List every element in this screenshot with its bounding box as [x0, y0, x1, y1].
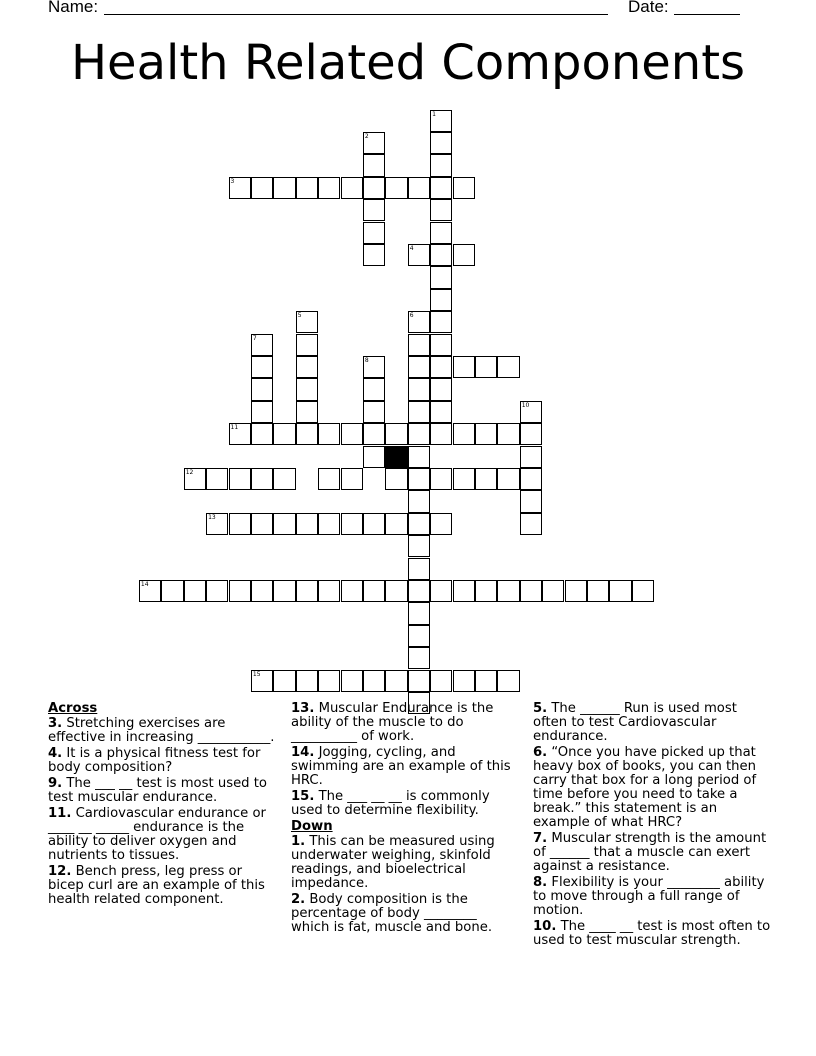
crossword-cell[interactable] — [363, 132, 385, 154]
down-heading: Down — [291, 819, 333, 834]
crossword-cell[interactable] — [385, 580, 407, 602]
clues-column-2 — [291, 702, 519, 937]
crossword-cell[interactable] — [273, 468, 295, 490]
clue-number: 13 — [208, 513, 216, 521]
crossword-cell[interactable] — [363, 177, 385, 199]
crossword-cell[interactable] — [385, 177, 407, 199]
clue-number: 12 — [185, 468, 194, 476]
crossword-cell[interactable] — [430, 513, 452, 535]
clue-down-2: 2. Body composition is the percentage of body ________ which is fat, muscle and bone. — [291, 892, 493, 935]
crossword-cell[interactable] — [430, 222, 452, 244]
crossword-cell[interactable] — [430, 378, 452, 400]
crossword-cell[interactable] — [408, 401, 430, 423]
crossword-cell[interactable] — [609, 580, 631, 602]
crossword-cell[interactable] — [453, 580, 475, 602]
clue-number: 5 — [297, 312, 302, 320]
crossword-cell[interactable] — [229, 513, 251, 535]
crossword-cell[interactable] — [520, 446, 542, 468]
crossword-cell[interactable] — [475, 468, 497, 490]
crossword-cell[interactable] — [430, 311, 452, 333]
crossword-cell[interactable] — [363, 670, 385, 692]
crossword-cell[interactable] — [318, 423, 340, 445]
crossword-cell[interactable] — [273, 580, 295, 602]
crossword-cell[interactable] — [408, 625, 430, 647]
crossword-cell[interactable] — [430, 154, 452, 176]
crossword-cell[interactable] — [497, 580, 519, 602]
crossword-cell[interactable] — [430, 244, 452, 266]
clue-down-8: 8. Flexibility is your ________ ability to move through a full range of motion. — [533, 875, 765, 918]
crossword-cell[interactable] — [520, 468, 542, 490]
crossword-cell[interactable] — [408, 311, 430, 333]
crossword-cell[interactable] — [273, 670, 295, 692]
clue-across-9: 9. The ___ __ test is most used to test muscular endurance. — [48, 776, 267, 805]
crossword-cell[interactable] — [408, 513, 430, 535]
crossword-cell[interactable] — [385, 513, 407, 535]
crossword-cell[interactable] — [408, 558, 430, 580]
crossword-cell[interactable] — [430, 132, 452, 154]
crossword-cell[interactable] — [363, 423, 385, 445]
crossword-cell[interactable] — [341, 177, 363, 199]
crossword-cell[interactable] — [363, 244, 385, 266]
crossword-cell[interactable] — [296, 423, 318, 445]
crossword-cell[interactable] — [296, 670, 318, 692]
crossword-cell[interactable] — [296, 356, 318, 378]
crossword-cell[interactable] — [363, 580, 385, 602]
crossword-cell[interactable] — [251, 356, 273, 378]
crossword-cell[interactable] — [385, 670, 407, 692]
crossword-cell[interactable] — [296, 401, 318, 423]
crossword-cell[interactable] — [475, 580, 497, 602]
crossword-cell[interactable] — [251, 580, 273, 602]
crossword-cell[interactable] — [453, 468, 475, 490]
crossword-cell[interactable] — [161, 580, 183, 602]
crossword-cell[interactable] — [251, 177, 273, 199]
crossword-cell[interactable] — [430, 423, 452, 445]
crossword-cell[interactable] — [520, 580, 542, 602]
crossword-cell[interactable] — [363, 378, 385, 400]
crossword-cell[interactable] — [318, 177, 340, 199]
clue-down-6: 6. “Once you have picked up that heavy box of books, you can then carry that box for a long period of time before you need to take a break.” this statement is an example of what HRC? — [533, 745, 757, 830]
clue-number: 14 — [140, 580, 149, 588]
crossword-cell[interactable] — [273, 513, 295, 535]
clue-number: 7 — [252, 334, 257, 342]
clue-down-10: 10. The ____ __ test is most often to used to test muscular strength. — [533, 919, 771, 948]
crossword-cell[interactable] — [520, 423, 542, 445]
crossword-cell[interactable] — [251, 423, 273, 445]
crossword-cell[interactable] — [475, 670, 497, 692]
crossword-cell[interactable] — [139, 580, 161, 602]
clue-across-13: 13. Muscular Endurance is the ability of the muscle to do __________ of work. — [291, 701, 494, 744]
crossword-cell[interactable] — [520, 401, 542, 423]
crossword-cell[interactable] — [363, 356, 385, 378]
clue-number: 1 — [432, 110, 436, 118]
crossword-cell[interactable] — [430, 289, 452, 311]
crossword-cell[interactable] — [408, 378, 430, 400]
crossword-cell[interactable] — [296, 378, 318, 400]
crossword-cell[interactable] — [363, 222, 385, 244]
crossword-cell[interactable] — [318, 468, 340, 490]
crossword-cell[interactable] — [475, 356, 497, 378]
crossword-cell[interactable] — [430, 401, 452, 423]
crossword-cell[interactable] — [229, 423, 251, 445]
crossword-cell[interactable] — [408, 423, 430, 445]
crossword-cell[interactable] — [408, 177, 430, 199]
page-title: Health Related Components — [70, 35, 746, 91]
across-heading: Across — [48, 701, 98, 716]
crossword-cell[interactable] — [475, 423, 497, 445]
clue-across-4: 4. It is a physical fitness test for body composition? — [48, 746, 261, 775]
name-label: Name: — [48, 0, 99, 16]
crossword-cell[interactable] — [408, 535, 430, 557]
crossword-cell[interactable] — [206, 513, 228, 535]
clue-number: 10 — [521, 401, 530, 409]
crossword-cell[interactable] — [565, 580, 587, 602]
crossword-cell[interactable] — [296, 334, 318, 356]
crossword-cell[interactable] — [251, 513, 273, 535]
crossword-cell[interactable] — [542, 580, 564, 602]
crossword-cell[interactable] — [318, 580, 340, 602]
crossword-cell[interactable] — [296, 177, 318, 199]
clue-number: 11 — [230, 424, 239, 432]
crossword-cell[interactable] — [587, 580, 609, 602]
crossword-cell[interactable] — [251, 468, 273, 490]
crossword-cell[interactable] — [184, 580, 206, 602]
crossword-cell[interactable] — [273, 177, 295, 199]
crossword-cell[interactable] — [251, 334, 273, 356]
clue-number: 15 — [252, 670, 261, 678]
crossword-cell[interactable] — [408, 244, 430, 266]
crossword-cell[interactable] — [497, 356, 519, 378]
crossword-cell[interactable] — [385, 468, 407, 490]
crossword-cell[interactable] — [296, 513, 318, 535]
clues-column-1 — [48, 702, 276, 909]
crossword-cell[interactable] — [430, 110, 452, 132]
crossword-cell[interactable] — [430, 266, 452, 288]
crossword-cell[interactable] — [408, 356, 430, 378]
crossword-cell[interactable] — [430, 670, 452, 692]
crossword-cell[interactable] — [632, 580, 654, 602]
crossword-cell[interactable] — [453, 356, 475, 378]
crossword-cell[interactable] — [385, 423, 407, 445]
crossword-cell[interactable] — [341, 468, 363, 490]
crossword-cell[interactable] — [408, 647, 430, 669]
clue-across-12: 12. Bench press, leg press or bicep curl are an example of this health related component. — [48, 864, 265, 907]
crossword-cell[interactable] — [363, 199, 385, 221]
crossword-cell[interactable] — [206, 580, 228, 602]
crossword-cell[interactable] — [229, 468, 251, 490]
clue-down-5: 5. The ______ Run is used most often to test Cardiovascular endurance. — [533, 701, 737, 744]
clue-number: 6 — [409, 312, 414, 320]
clue-number: 3 — [230, 177, 235, 185]
crossword-cell[interactable] — [453, 670, 475, 692]
crossword-cell[interactable] — [363, 446, 385, 468]
crossword-cell[interactable] — [408, 334, 430, 356]
crossword-cell[interactable] — [430, 468, 452, 490]
crossword-cell[interactable] — [453, 177, 475, 199]
crossword-cell[interactable] — [453, 423, 475, 445]
crossword-cell[interactable] — [430, 177, 452, 199]
crossword-cell[interactable] — [408, 468, 430, 490]
crossword-cell[interactable] — [408, 446, 430, 468]
crossword-cell[interactable] — [206, 468, 228, 490]
date-label: Date: — [628, 0, 669, 16]
crossword-cell[interactable] — [408, 490, 430, 512]
crossword-cell[interactable] — [408, 602, 430, 624]
clue-across-3: 3. Stretching exercises are effective in increasing ___________. — [48, 716, 275, 745]
clue-across-14: 14. Jogging, cycling, and swimming are an example of this HRC. — [291, 745, 511, 788]
crossword-cell[interactable] — [430, 199, 452, 221]
clue-down-1: 1. This can be measured using underwater weighing, skinfold readings, and bioelectrical impedance. — [291, 834, 495, 891]
crossword-cell[interactable] — [251, 401, 273, 423]
crossword-cell[interactable] — [520, 490, 542, 512]
crossword-cell[interactable] — [318, 513, 340, 535]
crossword-cell[interactable] — [453, 244, 475, 266]
clue-number: 8 — [364, 356, 369, 364]
crossword-cell[interactable] — [296, 580, 318, 602]
crossword-cell[interactable] — [430, 580, 452, 602]
crossword-cell[interactable] — [363, 513, 385, 535]
crossword-cell[interactable] — [341, 670, 363, 692]
crossword-cell[interactable] — [296, 311, 318, 333]
clue-number: 2 — [364, 132, 369, 140]
crossword-cell[interactable] — [430, 334, 452, 356]
crossword-cell[interactable] — [363, 154, 385, 176]
crossword-cell[interactable] — [408, 670, 430, 692]
crossword-cell[interactable] — [497, 468, 519, 490]
black-square — [385, 446, 407, 468]
crossword-cell[interactable] — [497, 670, 519, 692]
clue-number: 4 — [409, 244, 414, 252]
crossword-cell[interactable] — [273, 423, 295, 445]
crossword-cell[interactable] — [251, 670, 273, 692]
crossword-cell[interactable] — [229, 580, 251, 602]
crossword-cell[interactable] — [520, 513, 542, 535]
clue-across-15: 15. The ___ __ __ is commonly used to determine flexibility. — [291, 789, 490, 818]
crossword-cell[interactable] — [341, 513, 363, 535]
clue-across-11: 11. Cardiovascular endurance or ____ __ _____ endurance is the ability to deliver oxygen and nutrients to tissues. — [48, 806, 266, 863]
crossword-cell[interactable] — [341, 580, 363, 602]
crossword-cell[interactable] — [229, 177, 251, 199]
clues-column-3 — [533, 702, 773, 950]
crossword-cell[interactable] — [408, 580, 430, 602]
crossword-cell[interactable] — [497, 423, 519, 445]
crossword-cell[interactable] — [363, 401, 385, 423]
clue-down-7: 7. Muscular strength is the amount of ______ that a muscle can exert against a resistance. — [533, 831, 767, 874]
crossword-cell[interactable] — [251, 378, 273, 400]
crossword-cell[interactable] — [318, 670, 340, 692]
crossword-cell[interactable] — [184, 468, 206, 490]
crossword-cell[interactable] — [430, 356, 452, 378]
crossword-cell[interactable] — [341, 423, 363, 445]
